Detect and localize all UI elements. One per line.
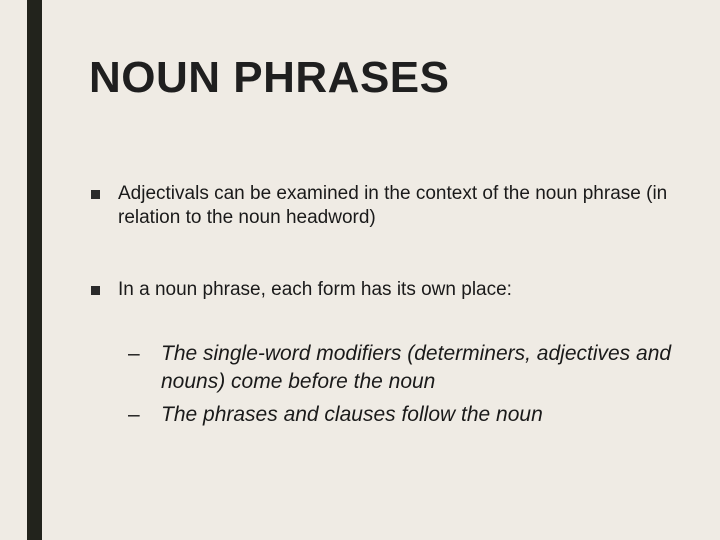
square-bullet-icon [91, 190, 100, 199]
bullet-item-adjectivals [89, 182, 689, 230]
bullet-item-noun-phrase [89, 278, 689, 302]
bullet-list [89, 182, 689, 302]
sub-bullet-item-phrases [128, 401, 688, 429]
bullet-text: In a noun phrase, each form has its own place: [118, 279, 512, 300]
sub-bullet-item-modifiers [128, 340, 688, 396]
sub-bullet-list [128, 340, 688, 434]
dash-bullet-icon: – [128, 342, 140, 365]
slide-title: NOUN PHRASES [89, 53, 450, 102]
bullet-text: Adjectivals can be examined in the context of the noun phrase (in relation to the noun headword) [118, 183, 668, 228]
left-accent-bar [27, 0, 42, 540]
dash-bullet-icon: – [128, 403, 140, 426]
sub-bullet-text: The phrases and clauses follow the noun [161, 403, 543, 426]
sub-bullet-text: The single-word modifiers (determiners, adjectives and nouns) come before the noun [161, 342, 672, 393]
square-bullet-icon [91, 286, 100, 295]
